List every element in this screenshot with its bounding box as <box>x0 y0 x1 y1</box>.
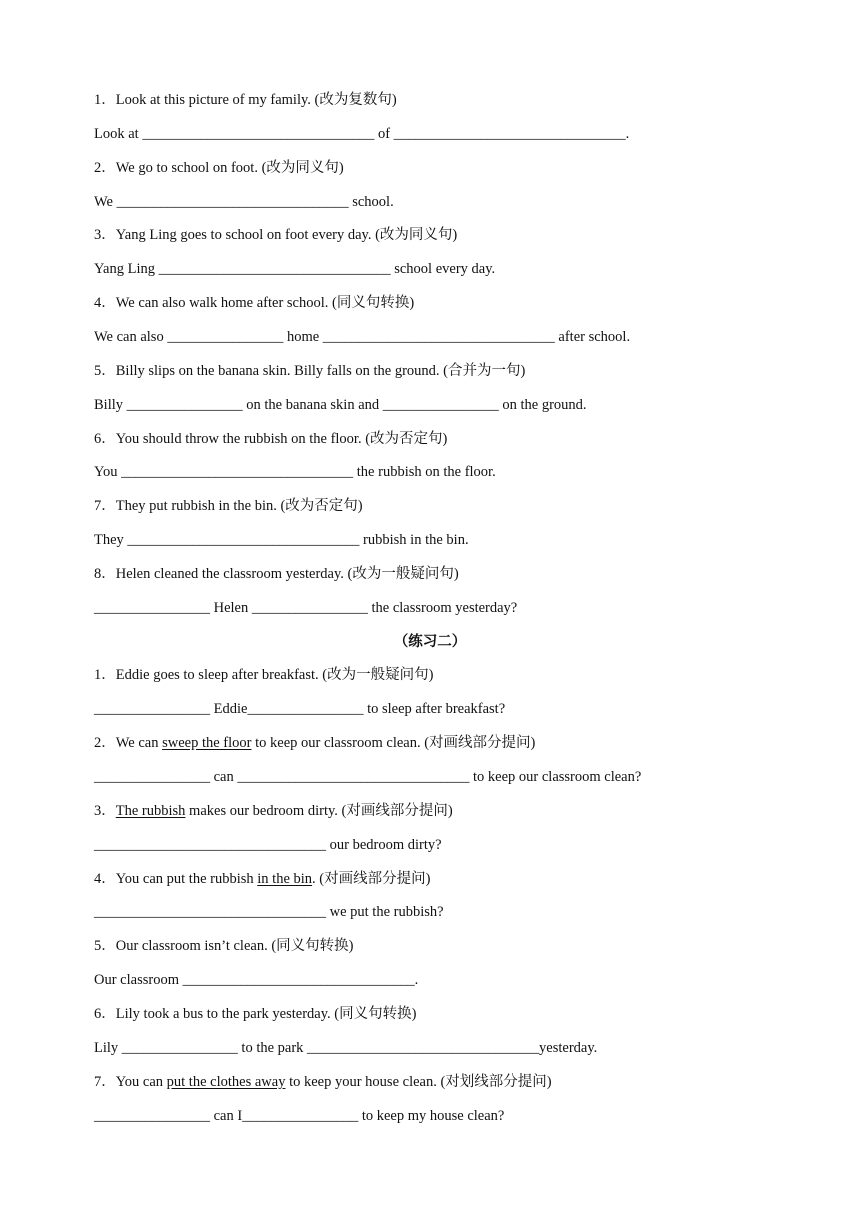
text-segment: ________________ Eddie________________ to sleep after breakfast? <box>94 701 506 717</box>
question-prompt <box>94 902 444 922</box>
text-segment: 7．You can <box>94 1074 167 1090</box>
text-segment: 8．Helen cleaned the classroom yesterday. (改为一般疑问句) <box>94 566 459 582</box>
text-segment: 2．We can <box>94 735 163 751</box>
question-prompt <box>94 1106 504 1126</box>
text-segment: ________________________________ we put the rubbish? <box>94 904 444 920</box>
text-segment: 6．Lily took a bus to the park yesterday. (同义句转换) <box>94 1006 417 1022</box>
text-segment: 5．Billy slips on the banana skin. Billy falls on the ground. (合并为一句) <box>94 363 526 379</box>
underlined-text: in the bin <box>257 871 313 887</box>
answer-line <box>94 259 495 279</box>
question-prompt <box>94 699 505 719</box>
text-segment: 1．Eddie goes to sleep after breakfast. (改为一般疑问句) <box>94 667 434 683</box>
answer-line <box>94 936 353 956</box>
question-prompt <box>94 158 344 178</box>
answer-line <box>94 598 517 618</box>
text-segment: 5．Our classroom isn’t clean. (同义句转换) <box>94 938 354 954</box>
question-prompt <box>94 90 397 110</box>
question-prompt <box>94 835 442 855</box>
text-segment: 6．You should throw the rubbish on the floor. (改为否定句) <box>94 431 448 447</box>
question-prompt <box>94 429 447 449</box>
question-prompt <box>94 293 414 313</box>
question-prompt <box>94 970 418 990</box>
answer-line <box>94 327 630 347</box>
text-segment: to keep our classroom clean. (对画线部分提问) <box>251 735 536 751</box>
text-segment: 4．We can also walk home after school. (同义句转换) <box>94 295 415 311</box>
text-segment: Our classroom ________________________________. <box>94 972 419 988</box>
underlined-text: The rubbish <box>115 803 186 819</box>
text-segment: ________________ can ________________________________ to keep our classroom clean? <box>94 769 642 785</box>
text-segment: We can also ________________ home ________________________________ after school. <box>94 329 631 345</box>
text-segment: ________________________________ our bedroom dirty? <box>94 837 442 853</box>
text-segment: 1．Look at this picture of my family. (改为复数句) <box>94 92 397 108</box>
answer-line <box>94 801 453 821</box>
text-segment: to keep your house clean. (对划线部分提问) <box>285 1074 552 1090</box>
text-segment: （练习二） <box>393 634 467 650</box>
text-segment: 2．We go to school on foot. (改为同义句) <box>94 160 344 176</box>
question-prompt <box>94 361 525 381</box>
answer-line <box>94 530 469 550</box>
text-segment: Look at ________________________________ of ________________________________. <box>94 126 630 142</box>
question-prompt <box>94 1038 597 1058</box>
text-segment: 4．You can put the rubbish <box>94 871 258 887</box>
text-segment: Billy ________________ on the banana skin and ________________ on the ground. <box>94 397 587 413</box>
answer-line <box>94 665 433 685</box>
answer-line <box>94 395 587 415</box>
text-segment: 3．Yang Ling goes to school on foot every day. (改为同义句) <box>94 227 458 243</box>
question-prompt <box>94 225 457 245</box>
answer-line <box>94 1072 552 1092</box>
text-segment: We ________________________________ school. <box>94 194 394 210</box>
text-segment: ________________ can I________________ to keep my house clean? <box>94 1108 505 1124</box>
answer-line <box>94 124 629 144</box>
text-segment: makes our bedroom dirty. (对画线部分提问) <box>185 803 453 819</box>
text-segment: 3． <box>94 803 116 819</box>
question-prompt <box>94 496 363 516</box>
text-segment: 7．They put rubbish in the bin. (改为否定句) <box>94 498 363 514</box>
answer-line <box>94 1004 416 1024</box>
text-segment: They ________________________________ rubbish in the bin. <box>94 532 469 548</box>
text-segment: Yang Ling ________________________________ school every day. <box>94 261 496 277</box>
question-prompt <box>94 767 641 787</box>
text-segment: Lily ________________ to the park ________________________________yesterday. <box>94 1040 598 1056</box>
answer-line <box>94 733 535 753</box>
underlined-text: sweep the floor <box>162 735 252 751</box>
answer-line <box>94 192 394 212</box>
text-segment: . (对画线部分提问) <box>312 871 431 887</box>
answer-line <box>94 869 430 889</box>
answer-line <box>94 462 496 482</box>
underlined-text: put the clothes away <box>166 1074 286 1090</box>
section-heading <box>0 632 860 652</box>
text-segment: You ________________________________ the rubbish on the floor. <box>94 464 496 480</box>
question-prompt <box>94 564 459 584</box>
text-segment: ________________ Helen ________________ the classroom yesterday? <box>94 600 518 616</box>
